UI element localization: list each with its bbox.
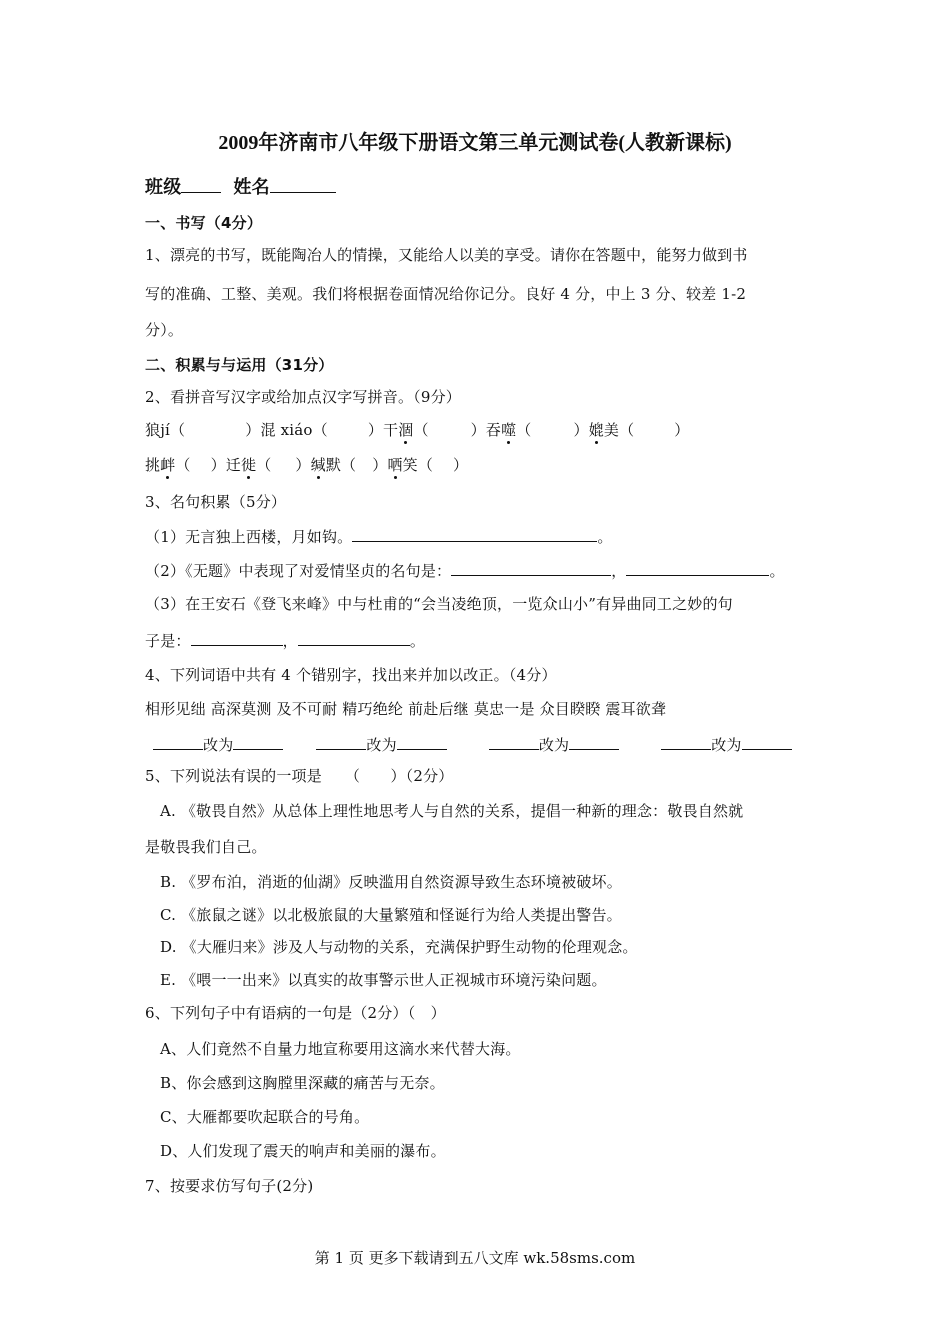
q5-option-e: E. 《喂一一出来》以真实的故事警示世人正视城市环境污染问题。 <box>160 971 607 989</box>
answer-blank <box>569 734 619 750</box>
answer-blank <box>298 630 410 646</box>
class-label: 班级 <box>145 177 182 198</box>
q6-option-d: D、人们发现了震天的响声和美丽的瀑布。 <box>160 1142 446 1160</box>
dotted-char: 缄 <box>310 456 326 474</box>
q2-row-1: 狼jí（ ）混 xiáo（ ）干涸（ ）吞噬（ ）媲美（ ） <box>145 421 690 439</box>
answer-blank <box>352 526 597 542</box>
class-name-line <box>145 177 336 198</box>
q4-corrections: 改为 改为 改为 改为 <box>145 734 792 755</box>
q2-stem: 2、看拼音写汉字或给加点汉字写拼音。（9分） <box>145 388 461 406</box>
q6-option-b: B、你会感到这胸膛里深藏的痛苦与无奈。 <box>160 1074 445 1092</box>
q4-stem: 4、下列词语中共有 4 个错别字，找出来并加以改正。（4分） <box>145 666 557 684</box>
dotted-char: 徙 <box>241 456 257 474</box>
answer-blank <box>316 734 366 750</box>
section-2-heading: 二、积累与与运用（31分） <box>145 356 334 374</box>
q2-row-2: 挑衅（ ）迁徙（ ）缄默（ ）哂笑（ ） <box>145 456 469 474</box>
q3-c-line-2: 子是： ， 。 <box>145 632 426 650</box>
page-footer: 第 1 页 更多下载请到五八文库 wk.58sms.com <box>314 1249 636 1267</box>
q6-option-a: A、人们竟然不自量力地宣称要用这滴水来代替大海。 <box>160 1040 521 1058</box>
answer-blank <box>153 734 203 750</box>
q1-line-1: 1、漂亮的书写，既能陶冶人的情操，又能给人以美的享受。请你在答题中，能努力做到书 <box>145 246 748 264</box>
answer-blank <box>489 734 539 750</box>
answer-blank <box>742 734 792 750</box>
class-blank <box>181 177 221 193</box>
q5-stem: 5、下列说法有误的一项是 （ ）（2分） <box>145 767 454 785</box>
section-1-heading: 一、书写（4分） <box>145 214 263 232</box>
name-blank <box>270 177 336 193</box>
q5-option-a-line-2: 是敬畏我们自己。 <box>145 838 267 856</box>
q6-option-c: C、大雁都要吹起联合的号角。 <box>160 1108 370 1126</box>
answer-blank <box>661 734 711 750</box>
q3-b: （2）《无题》中表现了对爱情坚贞的名句是： ， 。 <box>145 562 785 580</box>
q3-c-line-1: （3）在王安石《登飞来峰》中与杜甫的“会当凌绝顶，一览众山小”有异曲同工之妙的句 <box>145 595 733 613</box>
q5-option-d: D. 《大雁归来》涉及人与动物的关系，充满保护野生动物的伦理观念。 <box>160 938 638 956</box>
q7-stem: 7、按要求仿写句子(2分) <box>145 1177 314 1195</box>
answer-blank <box>626 560 769 576</box>
page-title: 2009年济南市八年级下册语文第三单元测试卷(人教新课标) <box>218 132 732 154</box>
dotted-char: 媲 <box>588 421 604 439</box>
dotted-char: 哂 <box>387 456 403 474</box>
dotted-char: 涸 <box>398 421 414 439</box>
q5-option-a-line-1: A. 《敬畏自然》从总体上理性地思考人与自然的关系，提倡一种新的理念：敬畏自然就 <box>160 802 744 820</box>
q5-option-b: B. 《罗布泊，消逝的仙湖》反映滥用自然资源导致生态环境被破坏。 <box>160 873 622 891</box>
q4-words: 相形见绌 高深莫测 及不可耐 精巧绝纶 前赴后继 莫忠一是 众目睽睽 震耳欲聋 <box>145 700 667 718</box>
q1-line-3: 分）。 <box>145 321 184 339</box>
answer-blank <box>233 734 283 750</box>
answer-blank <box>451 560 611 576</box>
answer-blank <box>191 630 283 646</box>
q5-option-c: C. 《旅鼠之谜》以北极旅鼠的大量繁殖和怪诞行为给人类提出警告。 <box>160 906 622 924</box>
dotted-char: 噬 <box>501 421 517 439</box>
q3-a: （1）无言独上西楼，月如钩。 。 <box>145 528 613 546</box>
answer-blank <box>397 734 447 750</box>
q1-line-2: 写的准确、工整、美观。我们将根据卷面情况给你记分。良好 4 分，中上 3 分、较差 1-2 <box>145 285 747 303</box>
q3-stem: 3、名句积累（5分） <box>145 493 287 511</box>
q6-stem: 6、下列句子中有语病的一句是（2分）（ ） <box>145 1004 446 1022</box>
name-label: 姓名 <box>233 177 270 198</box>
dotted-char: 衅 <box>160 456 176 474</box>
